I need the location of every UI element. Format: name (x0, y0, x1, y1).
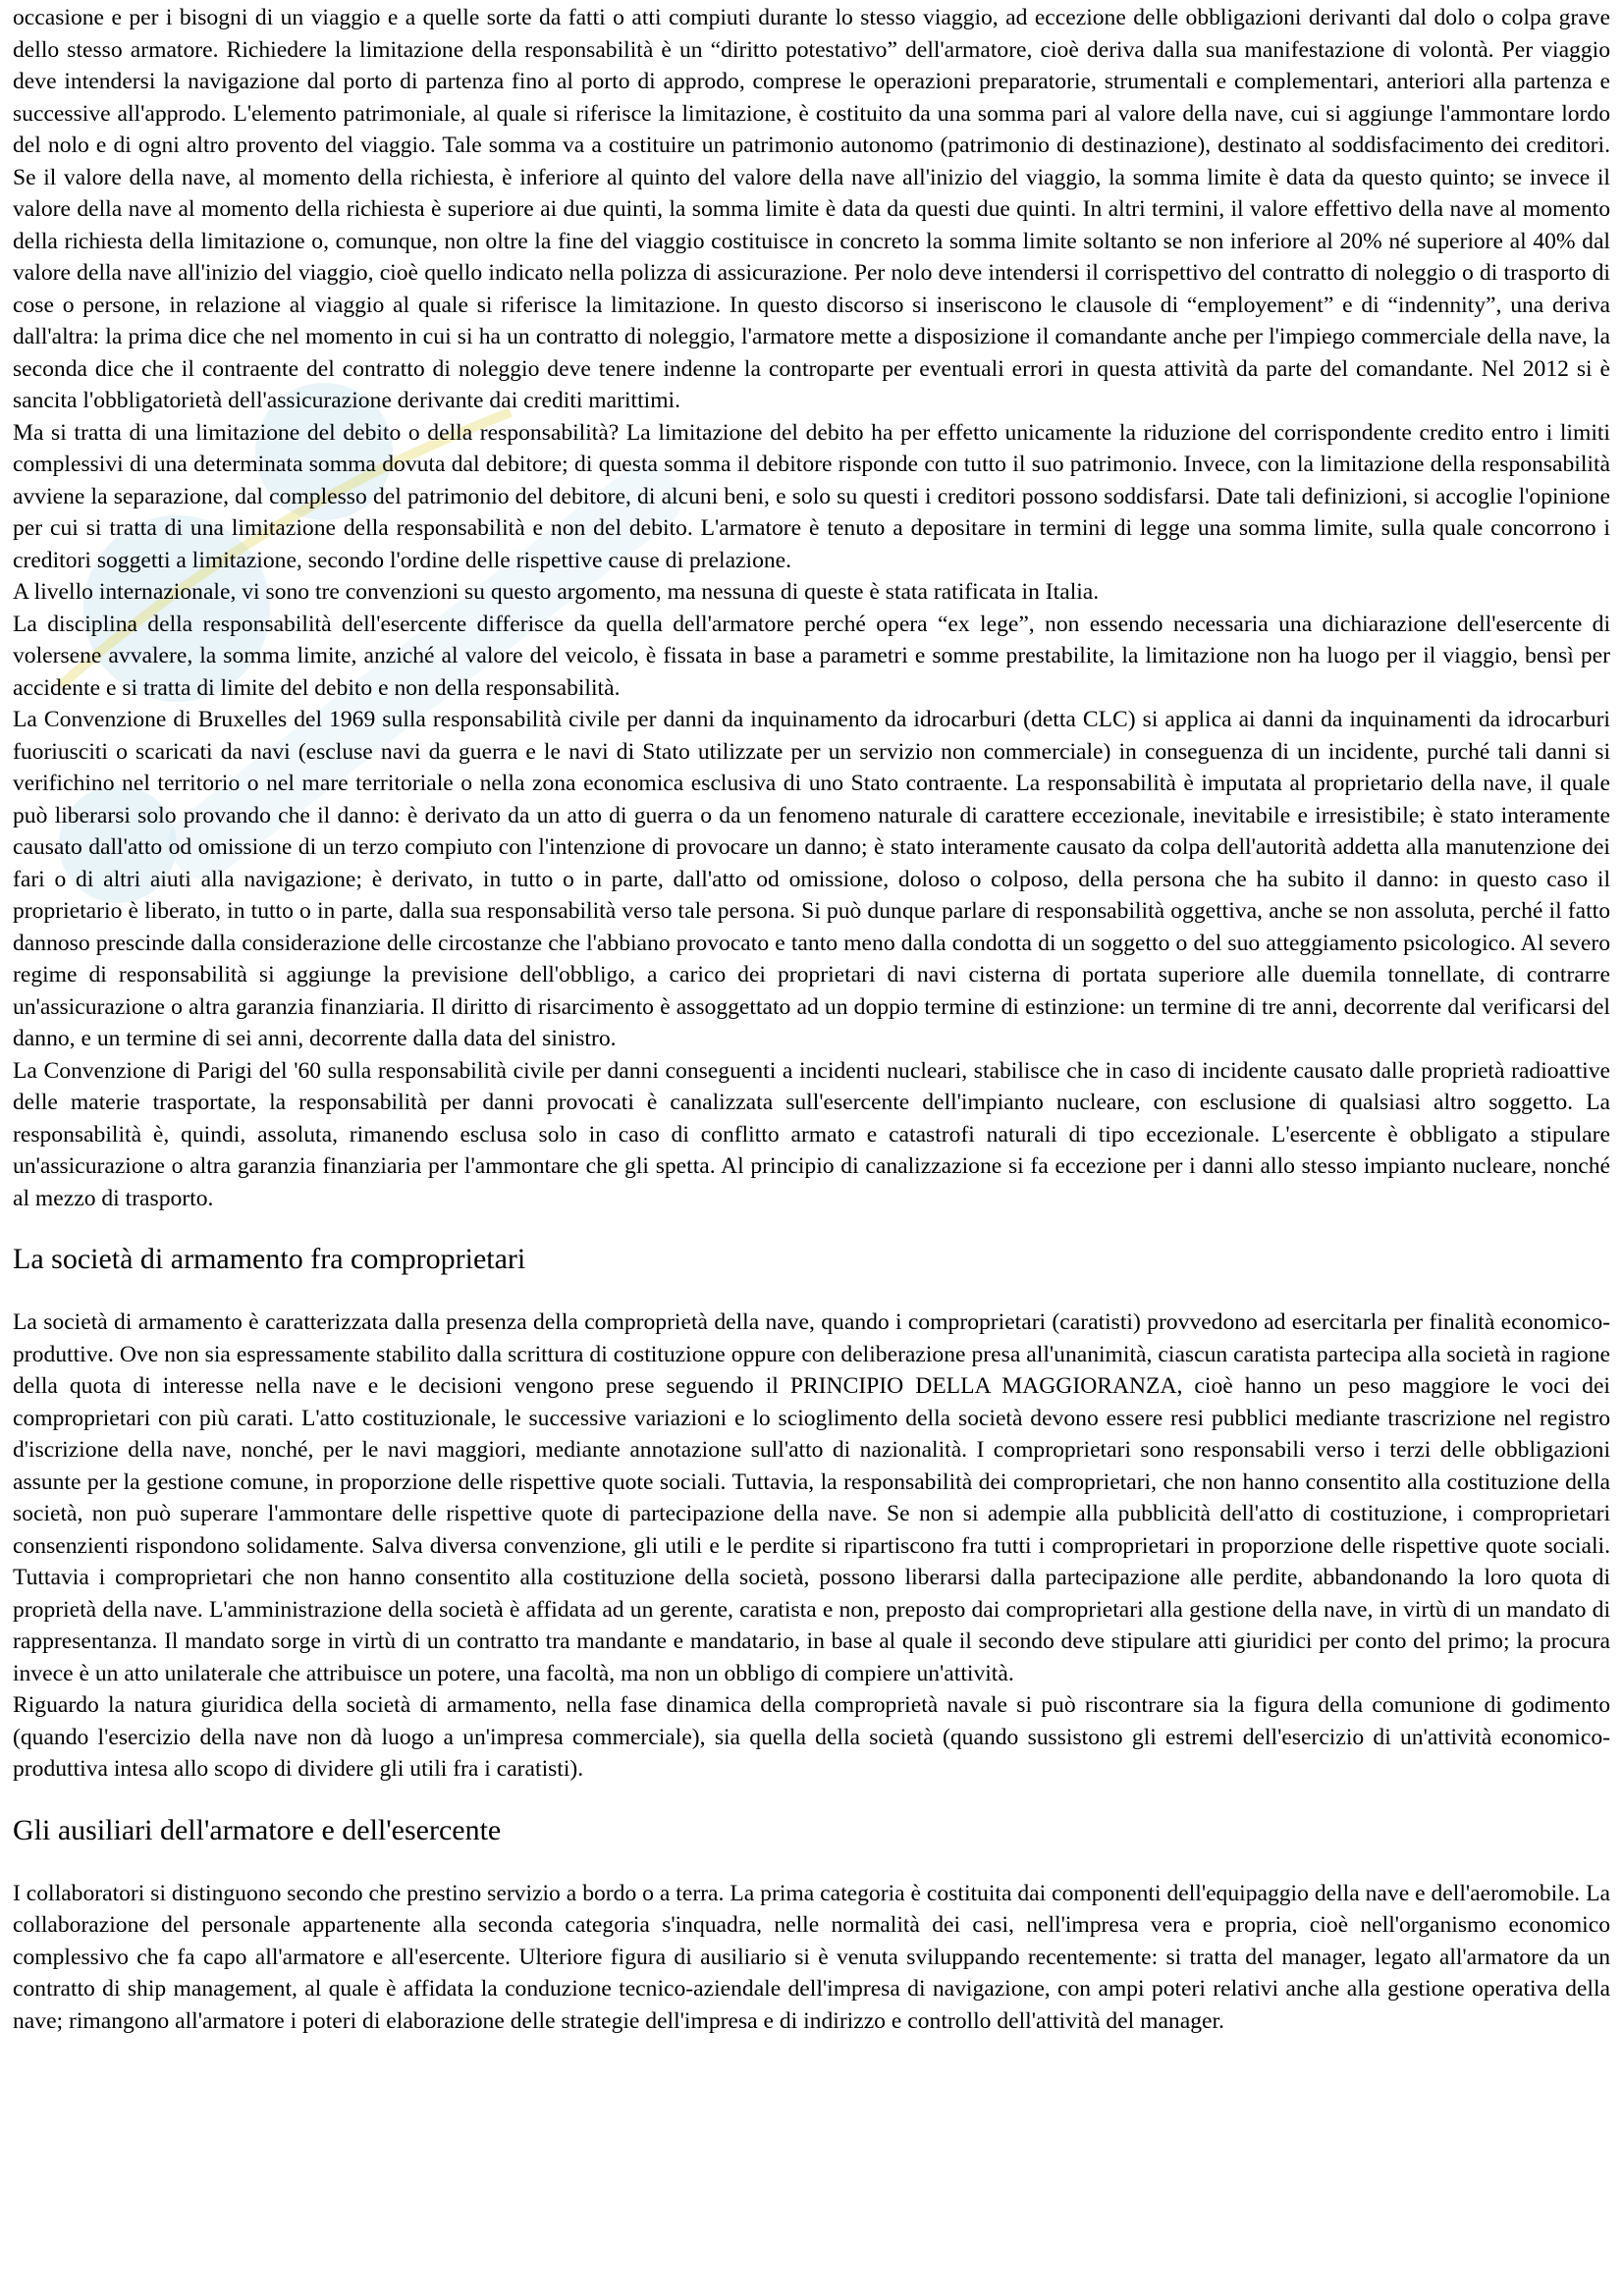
paragraph: Riguardo la natura giuridica della società di armamento, nella fase dinamica della comproprietà navale si può riscontrare sia la figura della comunione di godimento (quando l'esercizio della nave non dà luogo a un'impresa commerciale), sia quella della società (quando sussistono gli estremi dell'esercizio di un'attività economico-produttiva intesa allo scopo di dividere gli utili fra i caratisti). (13, 1692, 1610, 1782)
paragraph: Ma si tratta di una limitazione del debito o della responsabilità? La limitazione del debito ha per effetto unicamente la riduzione del corrispondente credito entro i limiti complessivi di una determinata somma dovuta dal debitore; di questa somma il debitore risponde con tutto il suo patrimonio. Invece, con la limitazione della responsabilità avviene la separazione, dal complesso del patrimonio del debitore, di alcuni beni, e solo su questi i creditori possono soddisfarsi. Date tali definizioni, si accoglie l'opinione per cui si tratta di una limitazione della responsabilità e non del debito. L'armatore è tenuto a depositare in termini di legge una somma limite, sulla quale concorrono i creditori soggetti a limitazione, secondo l'ordine delle rispettive cause di prelazione. (13, 419, 1610, 573)
paragraph: occasione e per i bisogni di un viaggio e a quelle sorte da fatti o atti compiuti durante lo stesso viaggio, ad eccezione delle obbligazioni derivanti dal dolo o colpa grave dello stesso armatore. Richiedere la limitazione della responsabilità è un “diritto potestativo” dell'armatore, cioè deriva dalla sua manifestazione di volontà. Per viaggio deve intendersi la navigazione dal porto di partenza fino al porto di approdo, comprese le operazioni preparatorie, strumentali e complementari, anteriori alla partenza e successive all'approdo. L'elemento patrimoniale, al quale si riferisce la limitazione, è costituito da una somma pari al valore della nave, cui si aggiunge l'ammontare lordo del nolo e di ogni altro provento del viaggio. Tale somma va a costituire un patrimonio autonomo (patrimonio di destinazione), destinato al soddisfacimento dei creditori. Se il valore della nave, al momento della richiesta, è inferiore al quinto del valore della nave all'inizio del viaggio, la somma limite è data da questo quinto; se invece il valore della nave al momento della richiesta è superiore ai due quinti, la somma limite è data da questi due quinti. In altri termini, il valore effettivo della nave al momento della richiesta della limitazione o, comunque, non oltre la fine del viaggio costituisce in concreto la somma limite soltanto se non inferiore al 20% né superiore al 40% dal valore della nave all'inizio del viaggio, cioè quello indicato nella polizza di assicurazione. Per nolo deve intendersi il corrispettivo del contratto di noleggio o di trasporto di cose o persone, in relazione al viaggio al quale si riferisce la limitazione. In questo discorso si inseriscono le clausole di “employement” e di “indennity”, una deriva dall'altra: la prima dice che nel momento in cui si ha un contratto di noleggio, l'armatore mette a disposizione il comandante anche per l'impiego commerciale della nave, la seconda dice che il contraente del contratto di noleggio deve tenere indenne la controparte per eventuali errori in questa attività da parte del comandante. Nel 2012 si è sancita l'obbligatorietà dell'assicurazione derivante dai crediti marittimi. (13, 5, 1610, 413)
paragraph: A livello internazionale, vi sono tre convenzioni su questo argomento, ma nessuna di queste è stata ratificata in Italia. (13, 579, 1100, 605)
section-heading: Gli ausiliari dell'armatore e dell'esercente (13, 1813, 502, 1846)
paragraph: La società di armamento è caratterizzata dalla presenza della comproprietà della nave, quando i comproprietari (caratisti) provvedono ad esercitarla per finalità economico-produttive. Ove non sia espressamente stabilito dalla scrittura di costituzione oppure con deliberazione presa all'unanimità, ciascun caratista partecipa alla società in ragione della quota di interesse nella nave e le decisioni vengono prese seguendo il PRINCIPIO DELLA MAGGIORANZA, cioè hanno un peso maggiore le voci dei comproprietari con più carati. L'atto costituzionale, le successive variazioni e lo scioglimento della società devono essere resi pubblici mediante trascrizione nel registro d'iscrizione della nave, nonché, per le navi maggiori, mediante annotazione sull'atto di nazionalità. I comproprietari sono responsabili verso i terzi delle obbligazioni assunte per la gestione comune, in proporzione delle rispettive quote sociali. Tuttavia, la responsabilità dei comproprietari, che non hanno consentito alla costituzione della società, non può superare l'ammontare delle rispettive quote di partecipazione della nave. Se non si adempie alla pubblicità dell'atto di costituzione, i comproprietari consenzienti rispondono solidamente. Salva diversa convenzione, gli utili e le perdite si ripartiscono fra tutti i comproprietari in proporzione delle rispettive quote sociali. Tuttavia i comproprietari che non hanno consentito alla costituzione della società, possono liberarsi dalla partecipazione alle perdite, abbandonando la loro quota di proprietà della nave. L'amministrazione della società è affidata ad un gerente, caratista e non, preposto dai comproprietari alla gestione della nave, in virtù di un mandato di rappresentanza. Il mandato sorge in virtù di un contratto tra mandante e mandatario, in base al quale il secondo deve stipulare atti giuridici per conto del primo; la procura invece è un atto unilaterale che attribuisce un potere, una facoltà, ma non un obbligo di compiere un'attività. (13, 1309, 1610, 1686)
section-heading: La società di armamento fra comproprietari (13, 1243, 526, 1275)
paragraph: I collaboratori si distinguono secondo che prestino servizio a bordo o a terra. La prima categoria è costituita dai componenti dell'equipaggio della nave e dell'aeromobile. La collaborazione del personale appartenente alla seconda categoria s'inquadra, nelle normalità dei casi, nell'impresa vera e propria, cioè nell'organismo economico complessivo che fa capo all'armatore e all'esercente. Ulteriore figura di ausiliario si è venuta sviluppando recentemente: si tratta del manager, legato all'armatore da un contratto di ship management, al quale è affidata la conduzione tecnico-aziendale dell'impresa di navigazione, con ampi poteri relativi anche alla gestione operativa della nave; rimangono all'armatore i poteri di elaborazione delle strategie dell'impresa e di indirizzo e controllo dell'attività del manager. (13, 1880, 1610, 2034)
section-societa-armamento (13, 1242, 1610, 1786)
paragraph: La Convenzione di Parigi del '60 sulla responsabilità civile per danni conseguenti a incidenti nucleari, stabilisce che in caso di incidente causato dalle proprietà radioattive delle materie trasportate, la responsabilità per danni provocati è canalizzata sull'esercente dell'impianto nucleare, con esclusione di qualsiasi altro soggetto. La responsabilità è, quindi, assoluta, rimanendo esclusa solo in caso di conflitto armato e catastrofi naturali di tipo eccezionale. L'esercente è obbligato a stipulare un'assicurazione o altra garanzia finanziaria per l'ammontare che gli spetta. Al principio di canalizzazione si fa eccezione per i danni allo stesso impianto nucleare, nonché al mezzo di trasporto. (13, 1057, 1610, 1211)
section-ausiliari (13, 1813, 1610, 2038)
paragraph: La disciplina della responsabilità dell'esercente differisce da quella dell'armatore perché opera “ex lege”, non essendo necessaria una dichiarazione dell'esercente di volersene avvalere, la somma limite, anziché al valore del veicolo, è fissata in base a parametri e somme prestabilite, la limitazione non ha luogo per il viaggio, bensì per accidente e si tratta di limite del debito e non della responsabilità. (13, 611, 1610, 701)
section-limitation (13, 2, 1610, 1214)
paragraph: La Convenzione di Bruxelles del 1969 sulla responsabilità civile per danni da inquinamento da idrocarburi (detta CLC) si applica ai danni da inquinamenti da idrocarburi fuoriusciti o scaricati da navi (escluse navi da guerra e le navi di Stato utilizzate per un servizio non commerciale) in conseguenza di un incidente, purché tali danni si verifichino nel territorio o nel mare territoriale o nella zona economica esclusiva di uno Stato contraente. La responsabilità è imputata al proprietario della nave, il quale può liberarsi solo provando che il danno: è derivato da un atto di guerra o da un fenomeno naturale di carattere eccezionale, inevitabile e irresistibile; è stato interamente causato dall'atto od omissione di un terzo compiuto con l'intenzione di provocare un danno; è stato interamente causato da colpa dell'autorità addetta alla manutenzione dei fari o di altri aiuti alla navigazione; è derivato, in tutto o in parte, dall'atto od omissione, doloso o colposo, della persona che ha subito il danno: in questo caso il proprietario è liberato, in tutto o in parte, dalla sua responsabilità verso tale persona. Si può dunque parlare di responsabilità oggettiva, anche se non assoluta, perché il fatto dannoso prescinde dalla considerazione delle circostanze che l'abbiano provocato e tanto meno dalla condotta di un soggetto o del suo atteggiamento psicologico. Al severo regime di responsabilità si aggiunge la previsione dell'obbligo, a carico dei proprietari di navi cisterna di portata superiore alle duemila tonnellate, di contrarre un'assicurazione o altra garanzia finanziaria. Il diritto di risarcimento è assoggettato ad un doppio termine di estinzione: un termine di tre anni, decorrente dal verificarsi del danno, e un termine di sei anni, decorrente dalla data del sinistro. (13, 707, 1610, 1051)
